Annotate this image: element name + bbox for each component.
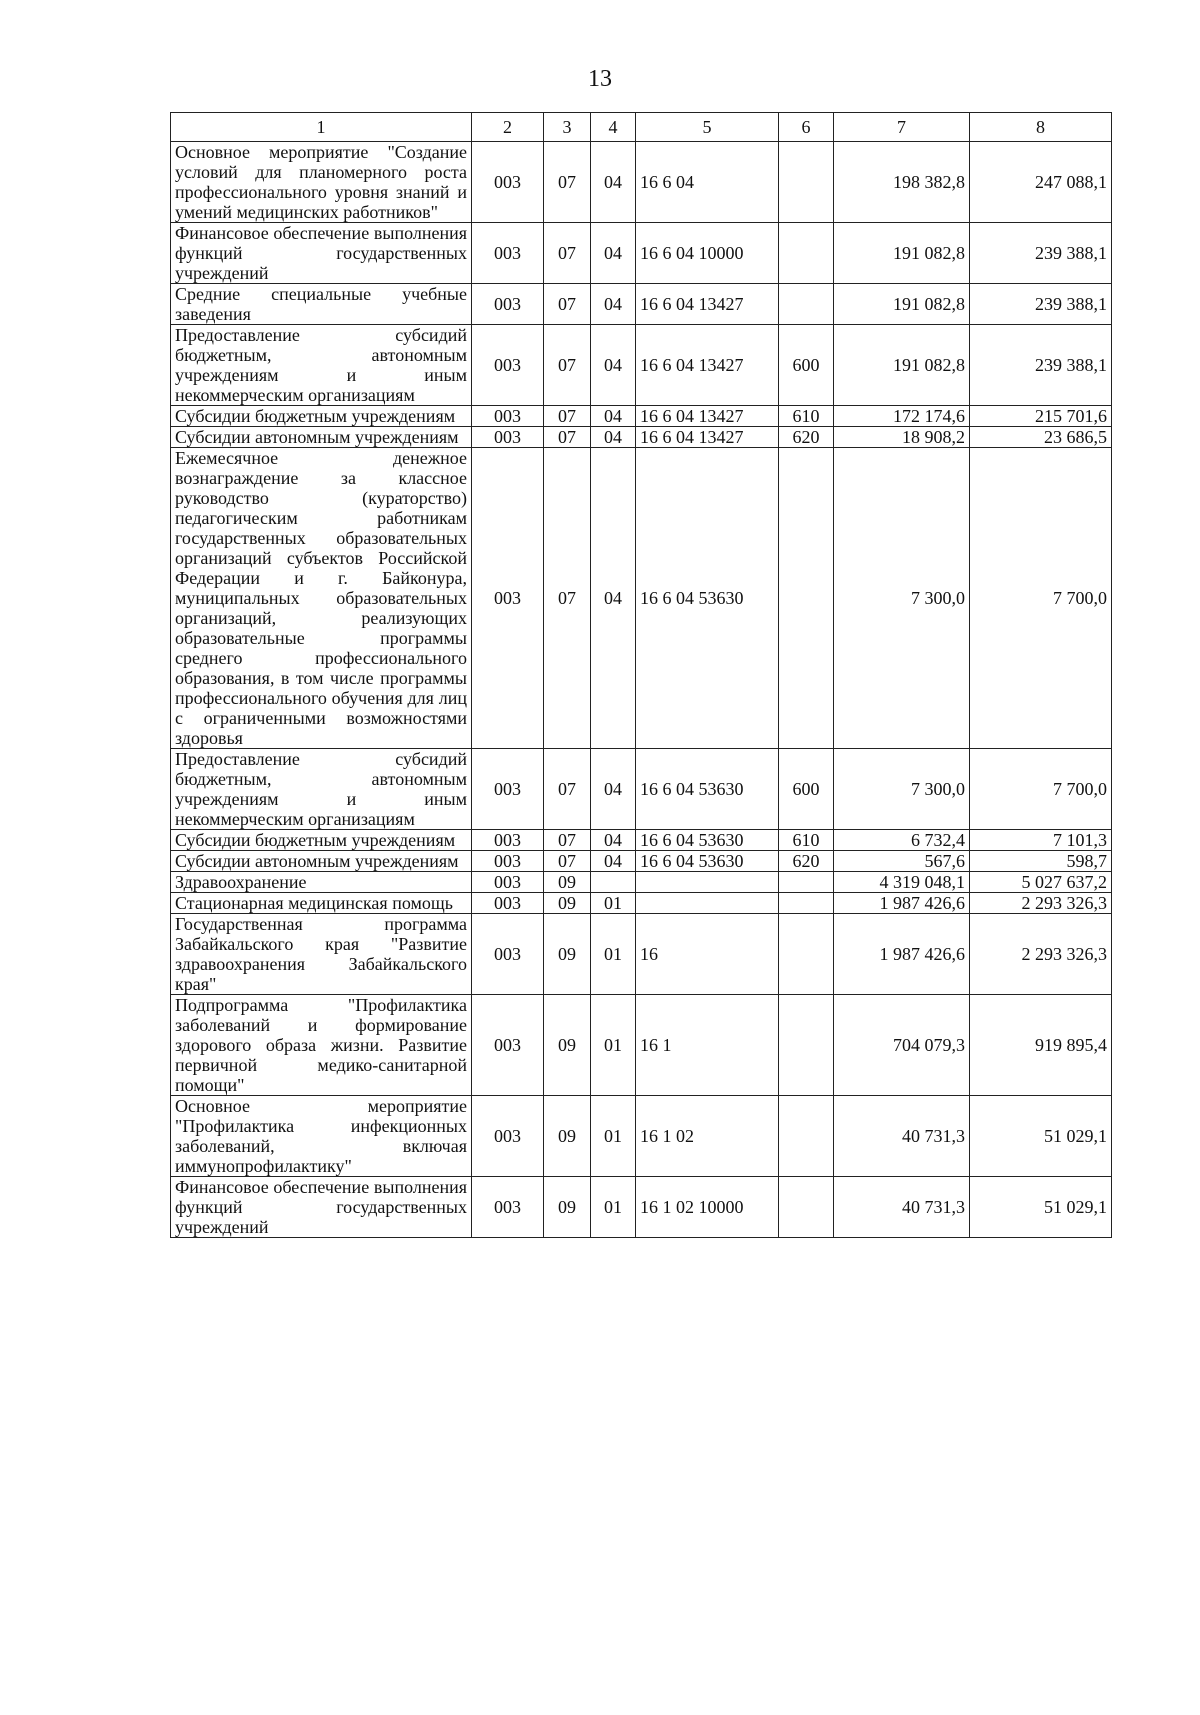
amount-year2-cell: 7 700,0 (970, 448, 1112, 749)
expense-type-cell: 620 (779, 427, 834, 448)
item-name-cell: Финансовое обеспечение выполнения функций государственных учреждений (171, 223, 472, 284)
expense-type-cell (779, 223, 834, 284)
target-article-cell: 16 6 04 53630 (636, 749, 779, 830)
section-code-cell: 07 (544, 427, 591, 448)
item-name-cell: Субсидии автономным учреждениям (171, 851, 472, 872)
target-article-cell: 16 1 02 10000 (636, 1177, 779, 1238)
amount-year1-cell: 4 319 048,1 (834, 872, 970, 893)
table-row (171, 893, 1112, 914)
column-header: 2 (472, 113, 544, 142)
column-header: 6 (779, 113, 834, 142)
item-name-cell: Государственная программа Забайкальского края "Развитие здравоохранения Забайкальского края" (171, 914, 472, 995)
ministry-code-cell: 003 (472, 1096, 544, 1177)
table-row (171, 1096, 1112, 1177)
amount-year1-cell: 198 382,8 (834, 142, 970, 223)
item-name-cell: Стационарная медицинская помощь (171, 893, 472, 914)
section-code-cell: 07 (544, 830, 591, 851)
subsection-code-cell: 01 (591, 995, 636, 1096)
section-code-cell: 09 (544, 995, 591, 1096)
expense-type-cell (779, 1177, 834, 1238)
section-code-cell: 07 (544, 223, 591, 284)
column-header: 5 (636, 113, 779, 142)
amount-year2-cell: 239 388,1 (970, 284, 1112, 325)
target-article-cell: 16 1 02 (636, 1096, 779, 1177)
target-article-cell: 16 6 04 13427 (636, 406, 779, 427)
item-name-cell: Средние специальные учебные заведения (171, 284, 472, 325)
amount-year2-cell: 247 088,1 (970, 142, 1112, 223)
amount-year2-cell: 598,7 (970, 851, 1112, 872)
subsection-code-cell (591, 872, 636, 893)
target-article-cell: 16 6 04 (636, 142, 779, 223)
ministry-code-cell: 003 (472, 893, 544, 914)
ministry-code-cell: 003 (472, 325, 544, 406)
expense-type-cell: 610 (779, 830, 834, 851)
amount-year2-cell: 2 293 326,3 (970, 893, 1112, 914)
amount-year2-cell: 2 293 326,3 (970, 914, 1112, 995)
subsection-code-cell: 04 (591, 830, 636, 851)
item-name-cell: Предоставление субсидий бюджетным, автономным учреждениям и иным некоммерческим организациям (171, 749, 472, 830)
target-article-cell: 16 6 04 13427 (636, 284, 779, 325)
amount-year2-cell: 215 701,6 (970, 406, 1112, 427)
amount-year2-cell: 23 686,5 (970, 427, 1112, 448)
subsection-code-cell: 01 (591, 914, 636, 995)
section-code-cell: 07 (544, 406, 591, 427)
amount-year1-cell: 191 082,8 (834, 223, 970, 284)
column-header: 1 (171, 113, 472, 142)
amount-year2-cell: 5 027 637,2 (970, 872, 1112, 893)
target-article-cell (636, 872, 779, 893)
amount-year1-cell: 7 300,0 (834, 448, 970, 749)
section-code-cell: 07 (544, 749, 591, 830)
amount-year2-cell: 919 895,4 (970, 995, 1112, 1096)
table-row (171, 223, 1112, 284)
amount-year2-cell: 51 029,1 (970, 1096, 1112, 1177)
column-header: 3 (544, 113, 591, 142)
ministry-code-cell: 003 (472, 872, 544, 893)
subsection-code-cell: 04 (591, 427, 636, 448)
amount-year1-cell: 7 300,0 (834, 749, 970, 830)
expense-type-cell (779, 142, 834, 223)
table-row (171, 749, 1112, 830)
amount-year2-cell: 239 388,1 (970, 325, 1112, 406)
budget-table (170, 112, 1112, 1238)
section-code-cell: 09 (544, 893, 591, 914)
expense-type-cell (779, 914, 834, 995)
amount-year1-cell: 40 731,3 (834, 1177, 970, 1238)
subsection-code-cell: 04 (591, 223, 636, 284)
table-body (171, 142, 1112, 1238)
item-name-cell: Предоставление субсидий бюджетным, автономным учреждениям и иным некоммерческим организациям (171, 325, 472, 406)
ministry-code-cell: 003 (472, 749, 544, 830)
amount-year1-cell: 191 082,8 (834, 284, 970, 325)
amount-year1-cell: 1 987 426,6 (834, 893, 970, 914)
section-code-cell: 09 (544, 1177, 591, 1238)
section-code-cell: 07 (544, 448, 591, 749)
table-row (171, 284, 1112, 325)
item-name-cell: Основное мероприятие "Создание условий для планомерного роста профессионального уровня знаний и умений медицинских работников" (171, 142, 472, 223)
section-code-cell: 07 (544, 325, 591, 406)
item-name-cell: Ежемесячное денежное вознаграждение за классное руководство (кураторство) педагогическим работникам государственных образовательных организаций субъектов Российской Федерации и г. Байконура, муниципальных образовательных организаций, реализующих образовательные программы среднего профессионального образования, в том числе программы профессионального обучения для лиц с ограниченными возможностями здоровья (171, 448, 472, 749)
item-name-cell: Субсидии бюджетным учреждениям (171, 406, 472, 427)
amount-year1-cell: 1 987 426,6 (834, 914, 970, 995)
expense-type-cell: 610 (779, 406, 834, 427)
subsection-code-cell: 04 (591, 406, 636, 427)
item-name-cell: Субсидии автономным учреждениям (171, 427, 472, 448)
expense-type-cell (779, 995, 834, 1096)
amount-year1-cell: 18 908,2 (834, 427, 970, 448)
amount-year2-cell: 7 700,0 (970, 749, 1112, 830)
item-name-cell: Субсидии бюджетным учреждениям (171, 830, 472, 851)
table-row (171, 325, 1112, 406)
item-name-cell: Подпрограмма "Профилактика заболеваний и формирование здорового образа жизни. Развитие первичной медико-санитарной помощи" (171, 995, 472, 1096)
ministry-code-cell: 003 (472, 995, 544, 1096)
target-article-cell: 16 6 04 53630 (636, 851, 779, 872)
target-article-cell (636, 893, 779, 914)
subsection-code-cell: 04 (591, 851, 636, 872)
amount-year1-cell: 6 732,4 (834, 830, 970, 851)
expense-type-cell (779, 448, 834, 749)
target-article-cell: 16 6 04 13427 (636, 427, 779, 448)
target-article-cell: 16 6 04 53630 (636, 830, 779, 851)
target-article-cell: 16 6 04 10000 (636, 223, 779, 284)
expense-type-cell: 620 (779, 851, 834, 872)
expense-type-cell: 600 (779, 749, 834, 830)
target-article-cell: 16 1 (636, 995, 779, 1096)
table-row (171, 448, 1112, 749)
amount-year1-cell: 172 174,6 (834, 406, 970, 427)
table-row (171, 872, 1112, 893)
column-header: 8 (970, 113, 1112, 142)
amount-year1-cell: 704 079,3 (834, 995, 970, 1096)
ministry-code-cell: 003 (472, 427, 544, 448)
subsection-code-cell: 01 (591, 893, 636, 914)
expense-type-cell (779, 1096, 834, 1177)
table-row (171, 995, 1112, 1096)
amount-year2-cell: 7 101,3 (970, 830, 1112, 851)
section-code-cell: 09 (544, 1096, 591, 1177)
item-name-cell: Основное мероприятие "Профилактика инфекционных заболеваний, включая иммунопрофилактику" (171, 1096, 472, 1177)
amount-year1-cell: 567,6 (834, 851, 970, 872)
subsection-code-cell: 04 (591, 448, 636, 749)
subsection-code-cell: 04 (591, 325, 636, 406)
ministry-code-cell: 003 (472, 851, 544, 872)
section-code-cell: 09 (544, 872, 591, 893)
ministry-code-cell: 003 (472, 142, 544, 223)
page-number: 13 (588, 66, 612, 92)
table-row (171, 427, 1112, 448)
table-row (171, 142, 1112, 223)
expense-type-cell (779, 872, 834, 893)
subsection-code-cell: 01 (591, 1096, 636, 1177)
item-name-cell: Финансовое обеспечение выполнения функций государственных учреждений (171, 1177, 472, 1238)
table-row (171, 1177, 1112, 1238)
ministry-code-cell: 003 (472, 284, 544, 325)
amount-year1-cell: 40 731,3 (834, 1096, 970, 1177)
expense-type-cell (779, 893, 834, 914)
ministry-code-cell: 003 (472, 406, 544, 427)
subsection-code-cell: 01 (591, 1177, 636, 1238)
expense-type-cell (779, 284, 834, 325)
column-header: 4 (591, 113, 636, 142)
subsection-code-cell: 04 (591, 284, 636, 325)
table-row (171, 851, 1112, 872)
target-article-cell: 16 6 04 13427 (636, 325, 779, 406)
amount-year2-cell: 239 388,1 (970, 223, 1112, 284)
target-article-cell: 16 6 04 53630 (636, 448, 779, 749)
ministry-code-cell: 003 (472, 830, 544, 851)
section-code-cell: 07 (544, 851, 591, 872)
table-row (171, 830, 1112, 851)
section-code-cell: 09 (544, 914, 591, 995)
item-name-cell: Здравоохранение (171, 872, 472, 893)
ministry-code-cell: 003 (472, 1177, 544, 1238)
subsection-code-cell: 04 (591, 142, 636, 223)
column-header: 7 (834, 113, 970, 142)
ministry-code-cell: 003 (472, 448, 544, 749)
amount-year1-cell: 191 082,8 (834, 325, 970, 406)
amount-year2-cell: 51 029,1 (970, 1177, 1112, 1238)
target-article-cell: 16 (636, 914, 779, 995)
table-row (171, 914, 1112, 995)
ministry-code-cell: 003 (472, 223, 544, 284)
section-code-cell: 07 (544, 284, 591, 325)
section-code-cell: 07 (544, 142, 591, 223)
ministry-code-cell: 003 (472, 914, 544, 995)
header-row (171, 113, 1112, 142)
table-row (171, 406, 1112, 427)
expense-type-cell: 600 (779, 325, 834, 406)
subsection-code-cell: 04 (591, 749, 636, 830)
